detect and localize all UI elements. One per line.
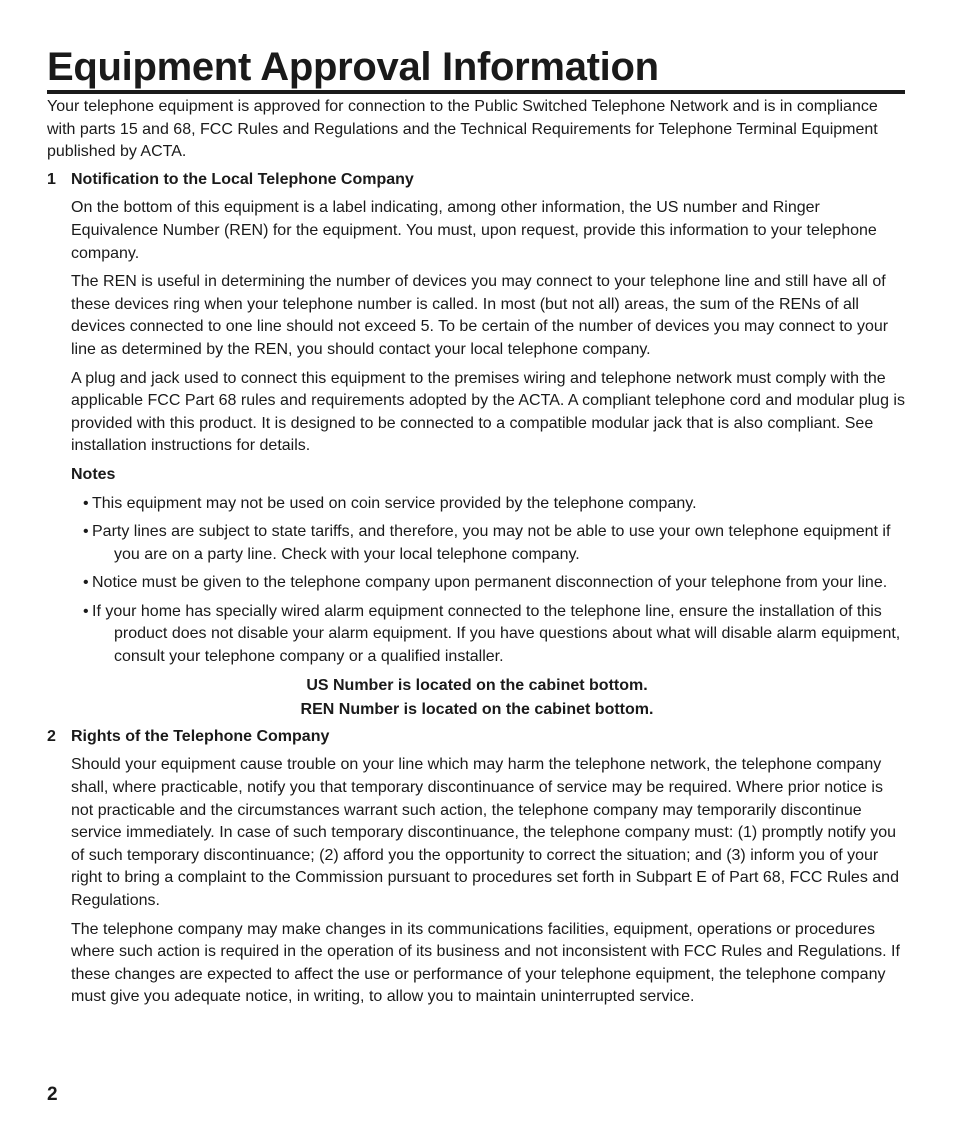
notes-list	[71, 493, 907, 669]
note-item	[77, 601, 907, 669]
note-text: This equipment may not be used on coin service provided by the telephone company.	[92, 494, 697, 512]
section-2-title: Rights of the Telephone Company	[71, 727, 330, 745]
section-1-paragraph: A plug and jack used to connect this equipment to the premises wiring and telephone network must comply with the applicable FCC Part 68 rules and requirements adopted by the ACTA. A compliant telephone cord and modular plug is provided with this product. It is designed to be connected to a compatible modular jack that is also compliant. See installation instructions for details.	[71, 369, 905, 455]
intro-paragraph: Your telephone equipment is approved for connection to the Public Switched Telephone Network and is in compliance with parts 15 and 68, FCC Rules and Regulations and the Technical Requirements for Telephone Terminal Equipment published by ACTA.	[47, 98, 878, 161]
note-item	[77, 521, 907, 566]
document-body	[47, 96, 907, 1015]
section-1-body	[47, 197, 907, 668]
note-item	[77, 493, 907, 516]
section-2-body	[47, 754, 907, 1009]
page-title: Equipment Approval Information	[47, 44, 905, 94]
section-1-paragraph: On the bottom of this equipment is a label indicating, among other information, the US number and Ringer Equivalence Number (REN) for the equipment. You must, upon request, provide this information to your telephone company.	[71, 199, 877, 262]
section-1-number: 1	[47, 170, 56, 188]
note-text: Notice must be given to the telephone company upon permanent disconnection of your telephone from your line.	[92, 574, 888, 592]
ren-number-note: REN Number is located on the cabinet bottom.	[300, 701, 654, 719]
bullet-icon: •	[83, 574, 89, 592]
section-2-heading	[47, 726, 907, 749]
note-text: Party lines are subject to state tariffs, and therefore, you may not be able to use your own telephone equipment if you are on a party line. Check with your local telephone company.	[92, 523, 891, 563]
section-1-heading	[47, 169, 907, 192]
bullet-icon: •	[83, 523, 89, 541]
section-2-number: 2	[47, 727, 56, 745]
note-text: If your home has specially wired alarm equipment connected to the telephone line, ensure the installation of this product does not disable your alarm equipment. If you have questions about what will disable alarm equipment, consult your telephone company or a qualified installer.	[92, 602, 901, 666]
section-2-paragraph: Should your equipment cause trouble on your line which may harm the telephone network, the telephone company shall, where practicable, notify you that temporary discontinuance of service may be required. Where prior notice is not practicable and the circumstances warrant such action, the telephone company may temporarily discontinue service immediately. In case of such temporary discontinuance, the telephone company must: (1) promptly notify you of such temporary discontinuance; (2) afford you the opportunity to correct the situation; and (3) inform you of your right to bring a complaint to the Commission pursuant to procedures set forth in Subpart E of Part 68, FCC Rules and Regulations.	[71, 756, 899, 909]
note-item	[77, 572, 907, 595]
section-2-paragraph: The telephone company may make changes in its communications facilities, equipment, operations or procedures where such action is required in the operation of its business and not inconsistent with FCC Rules and Regulations. If these changes are expected to affect the use or performance of your telephone equipment, the telephone company must give you adequate notice, in writing, to allow you to maintain uninterrupted service.	[71, 920, 900, 1006]
bullet-icon: •	[83, 494, 89, 512]
section-1-paragraph: The REN is useful in determining the number of devices you may connect to your telephone line and still have all of these devices ring when your telephone number is called. In most (but not all) areas, the sum of the RENs of all devices connected to one line should not exceed 5. To be certain of the number of devices you may connect to your line as determined by the REN, you should contact your local telephone company.	[71, 273, 889, 358]
bullet-icon: •	[83, 602, 89, 620]
us-number-note: US Number is located on the cabinet bottom.	[306, 676, 648, 694]
notes-heading: Notes	[71, 465, 116, 483]
page-number: 2	[47, 1084, 58, 1105]
section-1-title: Notification to the Local Telephone Company	[71, 170, 414, 188]
